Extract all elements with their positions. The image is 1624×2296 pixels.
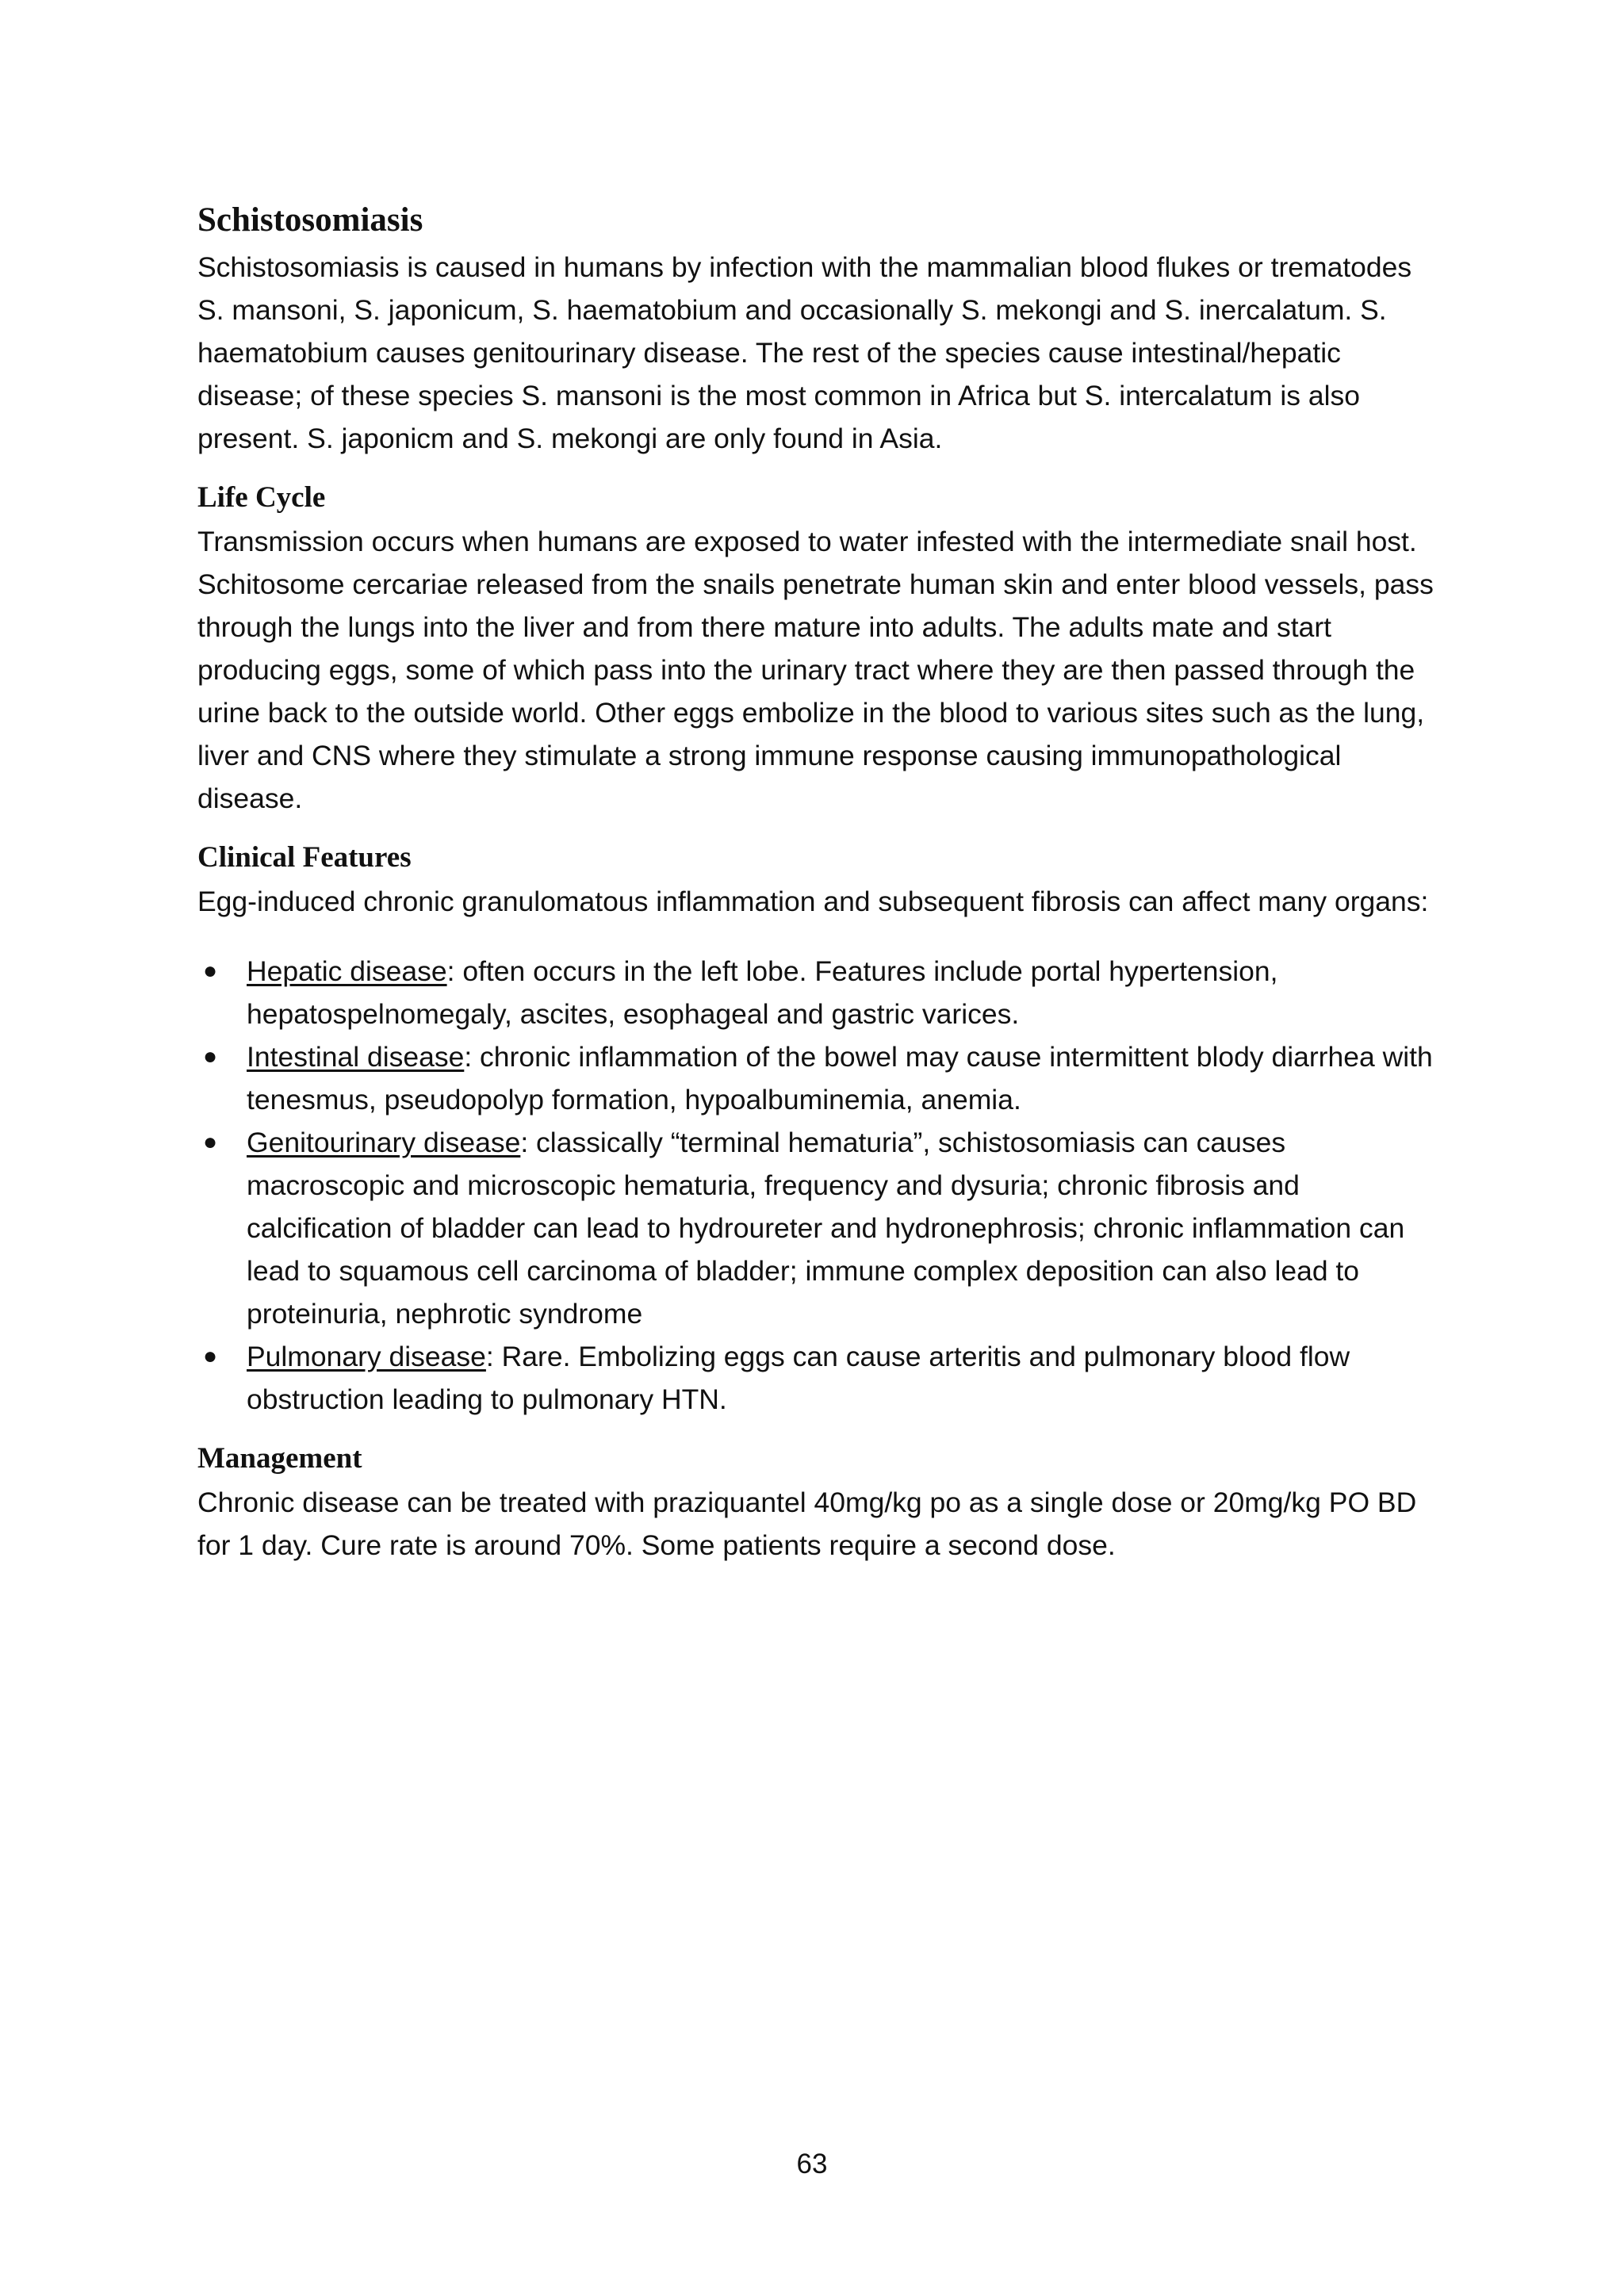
bullet-icon: ● (203, 1343, 218, 1369)
feature-description: : chronic inflammation of the bowel may cause intermittent blody diarrhea with tenesmus, pseudopolyp formation, hypoalbuminemia, anemia. (247, 1041, 1433, 1115)
bullet-icon: ● (203, 958, 218, 984)
feature-description: : often occurs in the left lobe. Features include portal hypertension, hepatospelnomegaly, ascites, esophageal and gastric varices. (247, 955, 1278, 1030)
feature-term: Genitourinary disease (247, 1127, 521, 1158)
document-page (197, 197, 1434, 1567)
bullet-icon: ● (203, 1129, 218, 1155)
management-paragraph: Chronic disease can be treated with praziquantel 40mg/kg po as a single dose or 20mg/kg PO BD for 1 day. Cure rate is around 70%. Some patients require a second dose. (197, 1487, 1417, 1561)
page-title: Schistosomiasis (197, 201, 423, 239)
feature-term: Pulmonary disease (247, 1341, 486, 1372)
clinical-features-intro: Egg-induced chronic granulomatous inflammation and subsequent fibrosis can affect many organs: (197, 886, 1429, 917)
clinical-features-heading: Clinical Features (197, 841, 412, 874)
list-item (197, 1121, 1434, 1335)
list-item (197, 950, 1434, 1035)
list-item (197, 1335, 1434, 1421)
feature-description: : Rare. Embolizing eggs can cause arteritis and pulmonary blood flow obstruction leading to pulmonary HTN. (247, 1341, 1350, 1415)
list-item (197, 1035, 1434, 1121)
feature-term: Hepatic disease (247, 955, 447, 987)
intro-paragraph: Schistosomiasis is caused in humans by infection with the mammalian blood flukes or trematodes S. mansoni, S. japonicum, S. haematobium and occasionally S. mekongi and S. inercalatum. S. haematobium causes genitourinary disease. The rest of the species cause intestinal/hepatic disease; of these species S. mansoni is the most common in Africa but S. intercalatum is also present. S. japonicm and S. mekongi are only found in Asia. (197, 251, 1412, 454)
feature-term: Intestinal disease (247, 1041, 465, 1073)
life-cycle-paragraph: Transmission occurs when humans are exposed to water infested with the intermediate snail host. Schitosome cercariae released from the snails penetrate human skin and enter blood vessels, pass through the lungs into the liver and from there mature into adults. The adults mate and start producing eggs, some of which pass into the urinary tract where they are then passed through the urine back to the outside world. Other eggs embolize in the blood to various sites such as the lung, liver and CNS where they stimulate a strong immune response causing immunopathological disease. (197, 526, 1434, 814)
management-heading: Management (197, 1442, 362, 1475)
bullet-icon: ● (203, 1043, 218, 1070)
feature-description: : classically “terminal hematuria”, schistosomiasis can causes macroscopic and microscopic hematuria, frequency and dysuria; chronic fibrosis and calcification of bladder can lead to hydroureter and hydronephrosis; chronic inflammation can lead to squamous cell carcinoma of bladder; immune complex deposition can also lead to proteinuria, nephrotic syndrome (247, 1127, 1405, 1330)
life-cycle-heading: Life Cycle (197, 481, 326, 514)
clinical-features-list (197, 950, 1434, 1421)
page-number: 63 (796, 2149, 828, 2179)
